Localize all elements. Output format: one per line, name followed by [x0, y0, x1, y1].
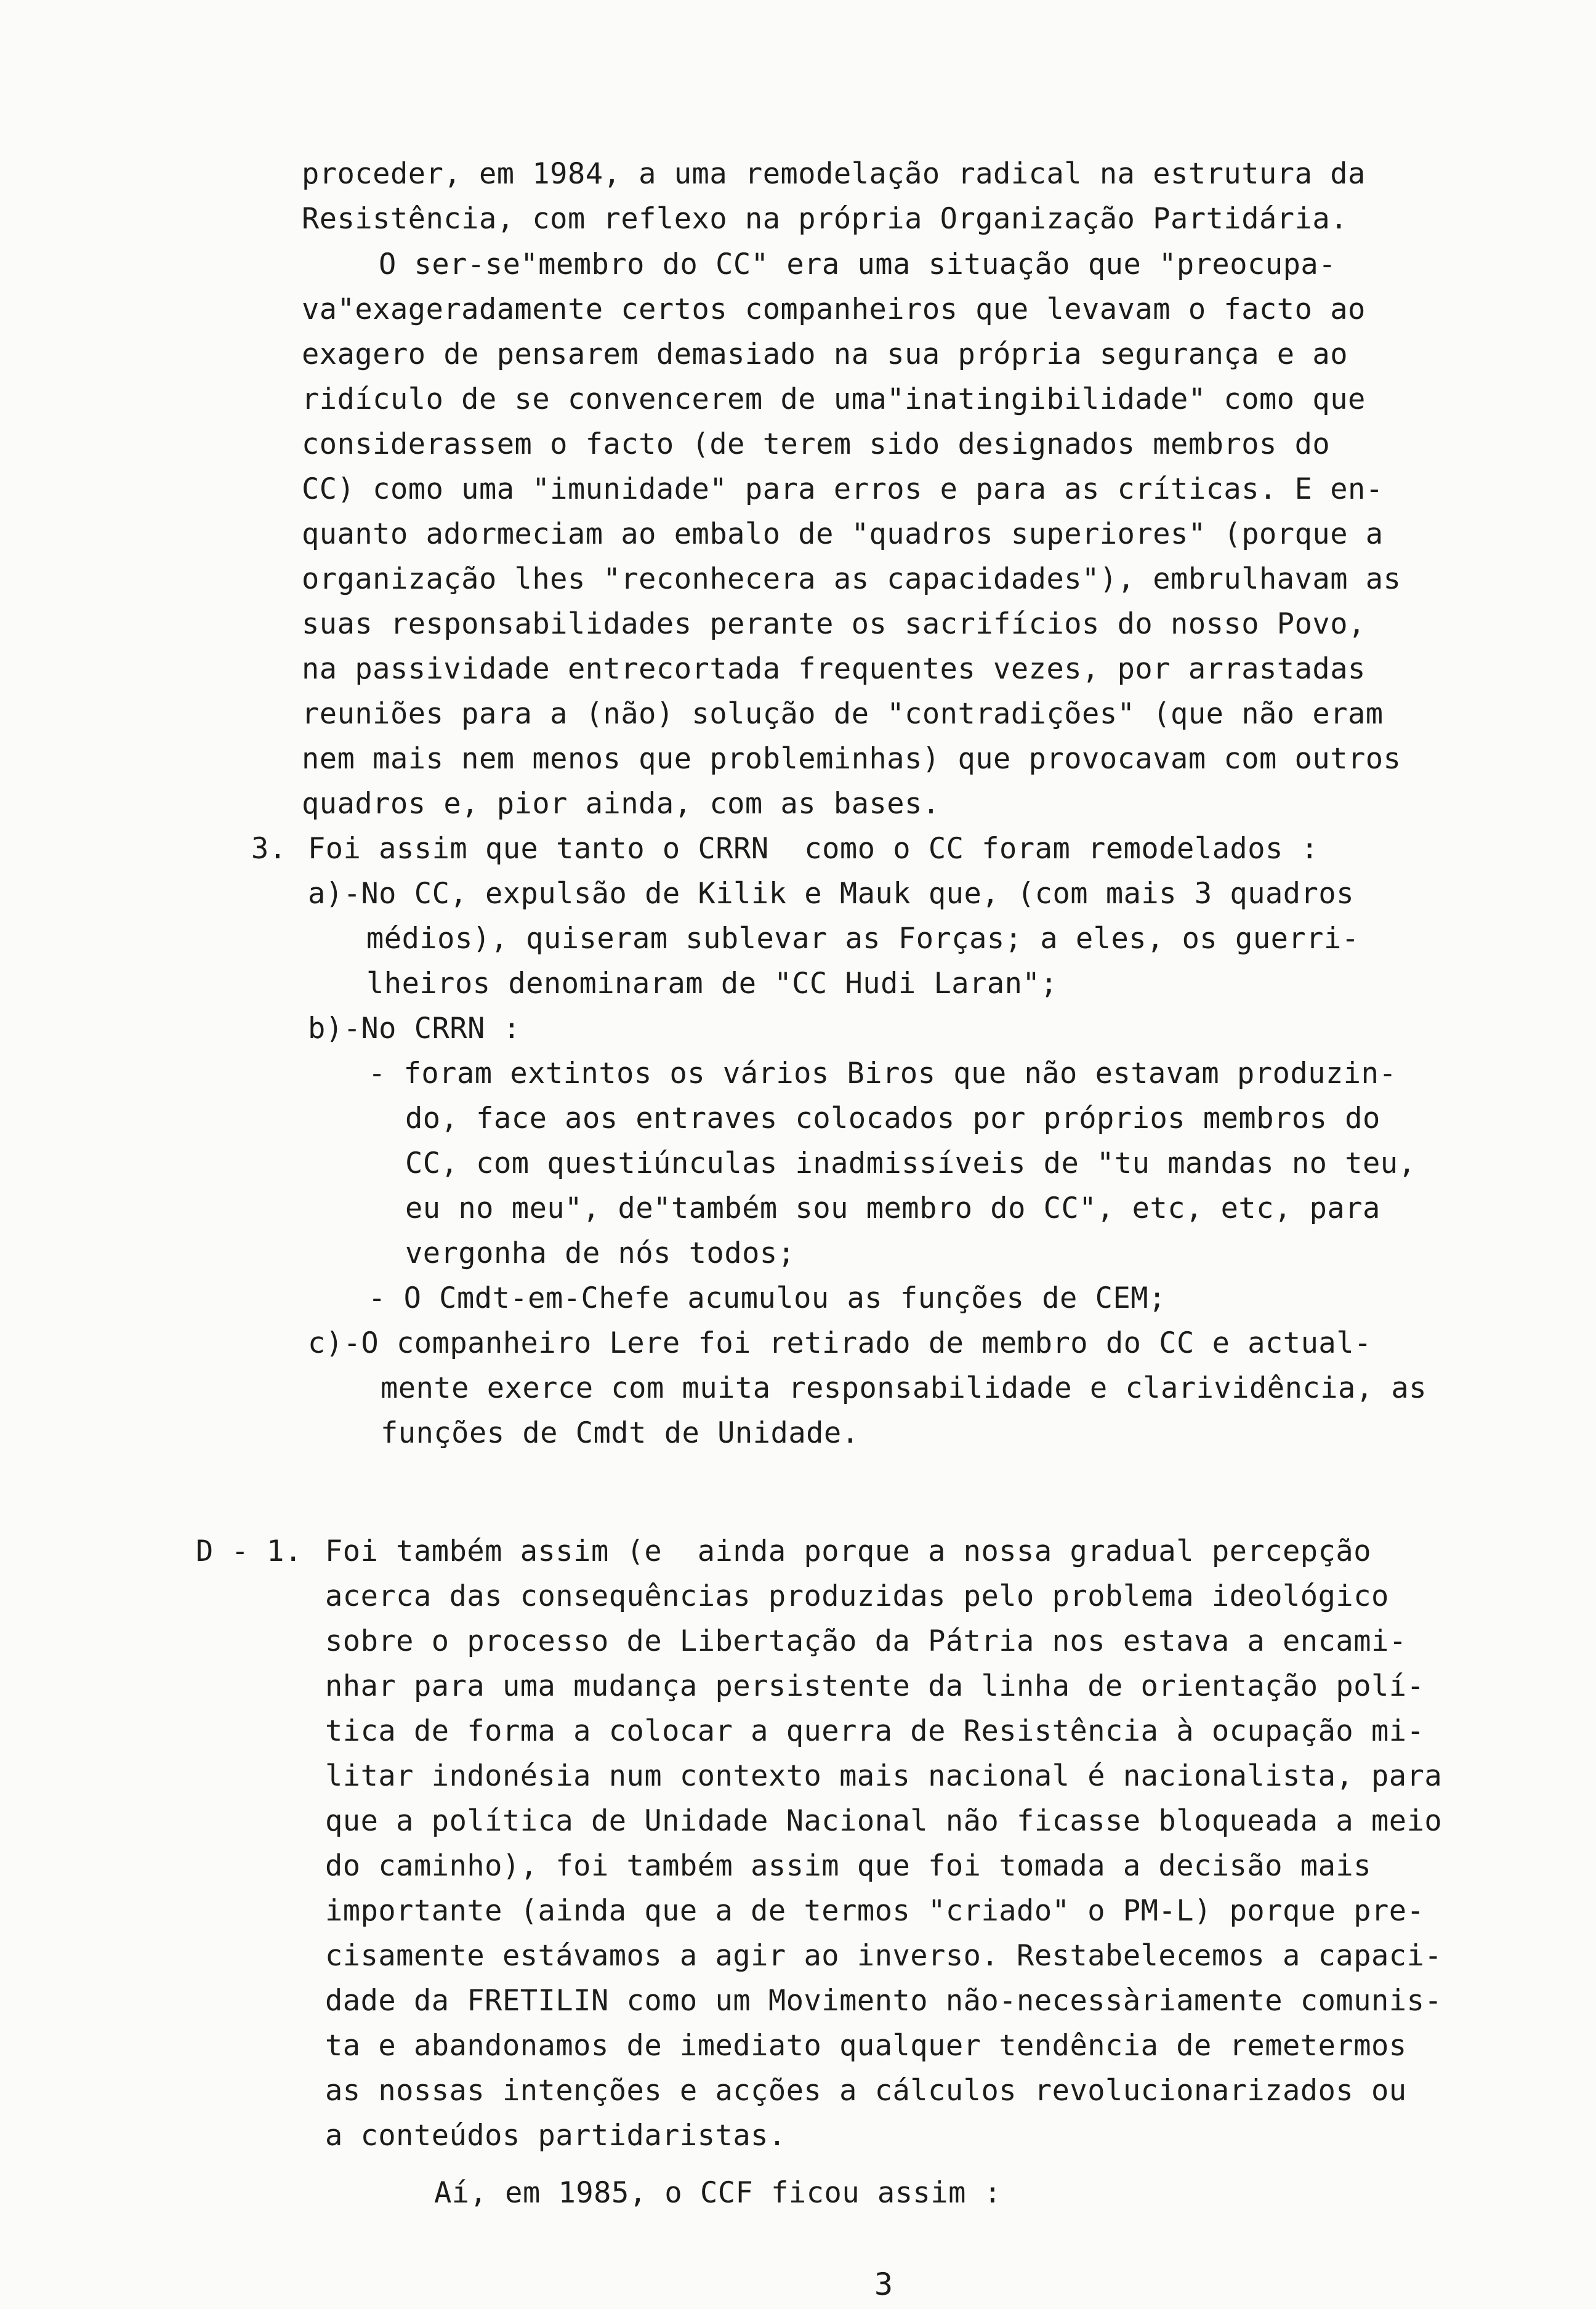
section-d-line-8: do caminho), foi também assim que foi tomada a decisão mais: [325, 1849, 1371, 1883]
section-d-line-14: a conteúdos partidaristas.: [325, 2119, 786, 2153]
item-3b-line-3: CC, com questiúnculas inadmissíveis de "tu mandas no teu,: [405, 1146, 1416, 1180]
membership-line-3: exagero de pensarem demasiado na sua própria segurança e ao: [302, 337, 1348, 371]
item-3c-line-2: mente exerce com muita responsabilidade e clarividência, as: [381, 1371, 1427, 1405]
item-3b-line-4: eu no meu", de"também sou membro do CC", etc, etc, para: [405, 1191, 1380, 1225]
section-d-line-4: nhar para uma mudança persistente da linha de orientação polí-: [325, 1669, 1425, 1703]
item-3c-line-1: c)-O companheiro Lere foi retirado de membro do CC e actual-: [308, 1326, 1372, 1360]
membership-line-10: na passividade entrecortada frequentes vezes, por arrastadas: [302, 652, 1366, 686]
section-d-line-3: sobre o processo de Libertação da Pátria nos estava a encami-: [325, 1624, 1407, 1658]
item-3b-label: b)-No CRRN :: [308, 1012, 521, 1046]
section-d-line-6: litar indonésia num contexto mais nacional é nacionalista, para: [325, 1759, 1443, 1793]
membership-line-12: nem mais nem menos que probleminhas) que provocavam com outros: [302, 742, 1401, 776]
section-d-line-9: importante (ainda que a de termos "criado" o PM-L) porque pre-: [325, 1894, 1425, 1928]
section-d-marker: D - 1.: [196, 1534, 302, 1568]
section-d-line-12: ta e abandonamos de imediato qualquer tendência de remetermos: [325, 2029, 1407, 2063]
item-3-text: Foi assim que tanto o CRRN como o CC foram remodelados :: [308, 832, 1319, 866]
item-3b-line-2: do, face aos entraves colocados por próprios membros do: [405, 1102, 1380, 1135]
item-3a-line-1: a)-No CC, expulsão de Kilik e Mauk que, (com mais 3 quadros: [308, 877, 1354, 911]
section-d-line-11: dade da FRETILIN como um Movimento não-necessàriamente comunis-: [325, 1984, 1443, 2018]
item-3b-line-5: vergonha de nós todos;: [405, 1236, 796, 1270]
item-3-marker: 3.: [251, 832, 287, 866]
section-d-line-1: Foi também assim (e ainda porque a nossa gradual percepção: [325, 1534, 1371, 1568]
membership-line-2: va"exageradamente certos companheiros que levavam o facto ao: [302, 292, 1366, 326]
membership-line-11: reuniões para a (não) solução de "contradições" (que não eram: [302, 697, 1384, 731]
membership-line-4: ridículo de se convencerem de uma"inatingibilidade" como que: [302, 382, 1366, 416]
page-number: 3: [874, 2267, 893, 2302]
item-3b-line-6: - O Cmdt-em-Chefe acumulou as funções de CEM;: [368, 1281, 1166, 1315]
membership-line-5: considerassem o facto (de terem sido designados membros do: [302, 427, 1331, 461]
item-3a-line-3: lheiros denominaram de "CC Hudi Laran";: [366, 967, 1058, 1001]
item-3b-line-1: - foram extintos os vários Biros que não estavam produzin-: [368, 1057, 1397, 1090]
section-d-line-10: cisamente estávamos a agir ao inverso. Restabelecemos a capaci-: [325, 1939, 1443, 1973]
item-3a-line-2: médios), quiseram sublevar as Forças; a eles, os guerri-: [366, 922, 1360, 956]
membership-line-6: CC) como uma "imunidade" para erros e para as críticas. E en-: [302, 472, 1384, 506]
section-d-line-13: as nossas intenções e acções a cálculos revolucionarizados ou: [325, 2074, 1407, 2108]
membership-line-7: quanto adormeciam ao embalo de "quadros superiores" (porque a: [302, 517, 1384, 551]
membership-line-8: organização lhes "reconhecera as capacidades"), embrulhavam as: [302, 562, 1401, 596]
section-d-closing: Aí, em 1985, o CCF ficou assim :: [434, 2176, 1002, 2210]
membership-line-13: quadros e, pior ainda, com as bases.: [302, 787, 940, 821]
section-d-line-5: tica de forma a colocar a querra de Resistência à ocupação mi-: [325, 1714, 1425, 1748]
intro-line-2: Resistência, com reflexo na própria Organização Partidária.: [302, 202, 1348, 236]
intro-line-1: proceder, em 1984, a uma remodelação radical na estrutura da: [302, 157, 1366, 191]
membership-line-1: O ser-se"membro do CC" era uma situação que "preocupa-: [379, 248, 1337, 281]
section-d-line-7: que a política de Unidade Nacional não ficasse bloqueada a meio: [325, 1804, 1443, 1838]
item-3c-line-3: funções de Cmdt de Unidade.: [381, 1416, 860, 1450]
section-d-line-2: acerca das consequências produzidas pelo problema ideológico: [325, 1579, 1389, 1613]
membership-line-9: suas responsabilidades perante os sacrifícios do nosso Povo,: [302, 607, 1366, 641]
